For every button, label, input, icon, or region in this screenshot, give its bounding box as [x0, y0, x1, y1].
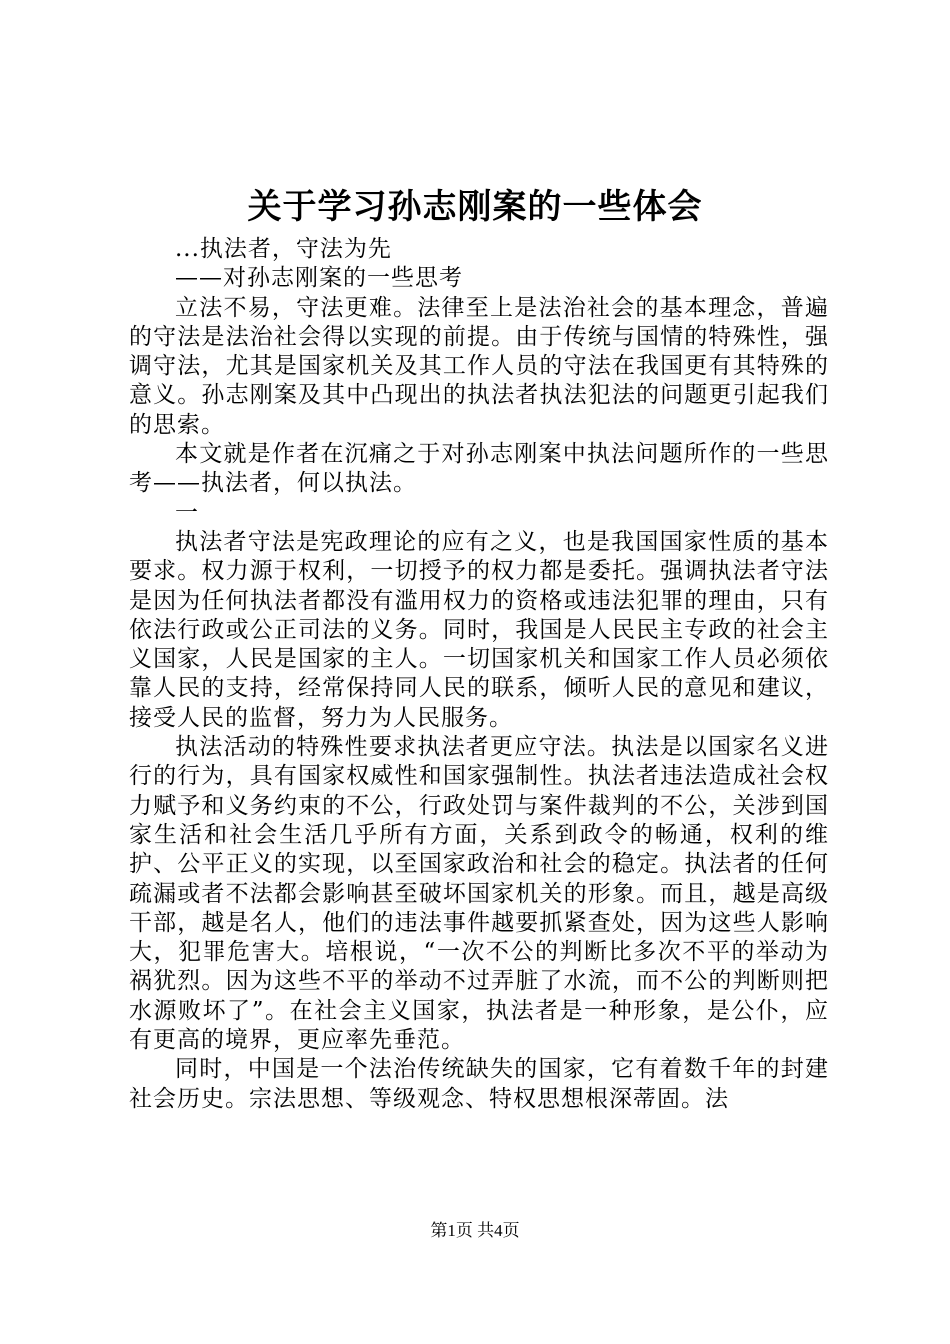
- section-number: 一: [175, 499, 199, 526]
- paragraph-2: 本文就是作者在沉痛之于对孙志刚案中执法问题所作的一些思考——执法者，何以执法。: [129, 441, 829, 497]
- document-body: [129, 235, 829, 1114]
- page-footer: 第1页 共4页: [430, 1221, 520, 1240]
- paragraph-1: 立法不易，守法更难。法律至上是法治社会的基本理念，普遍的守法是法治社会得以实现的前提。由于传统与国情的特殊性，强调守法，尤其是国家机关及其工作人员的守法在我国更有其特殊的意义。孙志刚案及其中凸现出的执法者执法犯法的问题更引起我们的思索。: [129, 294, 829, 438]
- paragraph-3: 执法者守法是宪政理论的应有之义，也是我国国家性质的基本要求。权力源于权利，一切授予的权力都是委托。强调执法者守法是因为任何执法者都没有滥用权力的资格或违法犯罪的理由，只有依法行政或公正司法的义务。同时，我国是人民民主专政的社会主义国家，人民是国家的主人。一切国家机关和国家工作人员必须依靠人民的支持，经常保持同人民的联系，倾听人民的意见和建议，接受人民的监督，努力为人民服务。: [129, 528, 829, 731]
- subtitle-line-1: ...执法者，守法为先: [175, 236, 392, 262]
- paragraph-5: 同时，中国是一个法治传统缺失的国家，它有着数千年的封建社会历史。宗法思想、等级观念、特权思想根深蒂固。法: [129, 1056, 829, 1112]
- subtitle-line-2: ——对孙志刚案的一些思考: [175, 265, 463, 292]
- document-title: 关于学习孙志刚案的一些体会: [247, 187, 703, 227]
- paragraph-4: 执法活动的特殊性要求执法者更应守法。执法是以国家名义进行的行为，具有国家权威性和国家强制性。执法者违法造成社会权力赋予和义务约束的不公，行政处罚与案件裁判的不公，关涉到国家生活和社会生活几乎所有方面，关系到政令的畅通，权利的维护、公平正义的实现，以至国家政治和社会的稳定。执法者的任何疏漏或者不法都会影响甚至破坏国家机关的形象。而且，越是高级干部，越是名人，他们的违法事件越要抓紧查处，因为这些人影响大，犯罪危害大。培根说，“一次不公的判断比多次不平的举动为祸犹烈。因为这些不平的举动不过弄脏了水流，而不公的判断则把水源败坏了”。在社会主义国家，执法者是一种形象，是公仆，应有更高的境界，更应率先垂范。: [129, 734, 829, 1054]
